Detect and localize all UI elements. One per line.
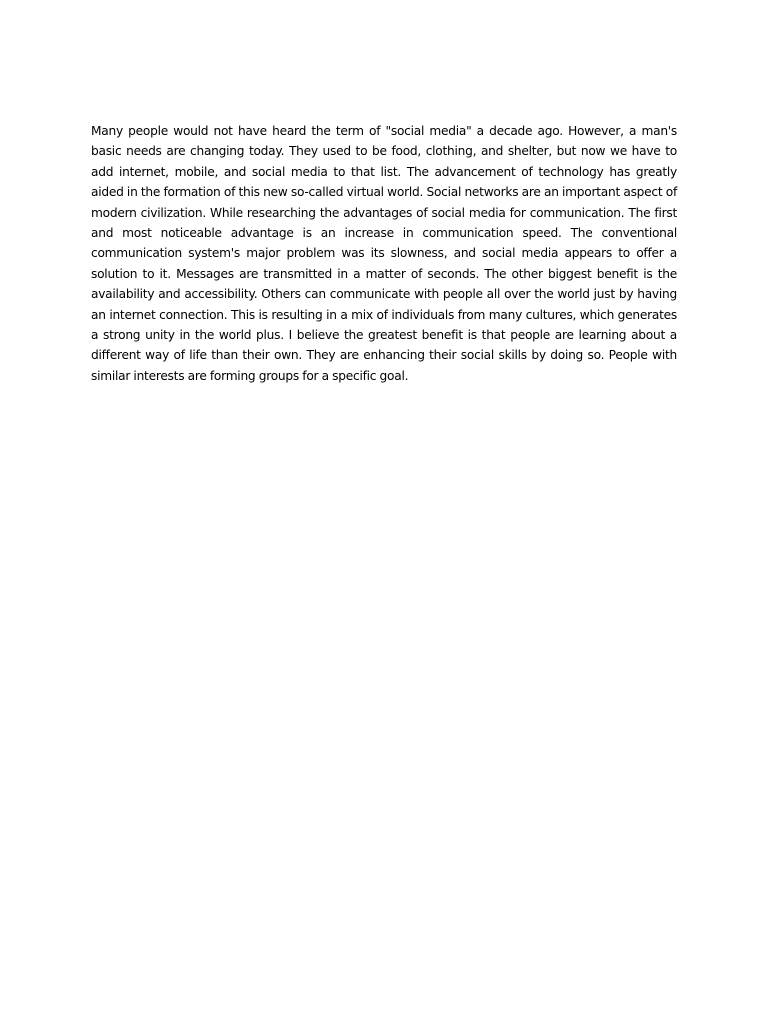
body-paragraph: Many people would not have heard the term of "social media" a decade ago. However, a man's basic needs are changing today. They used to be food, clothing, and shelter, but now we have to add internet, mobile, and social media to that list. The advancement of technology has greatly aided in the formation of this new so-called virtual world. Social networks are an important aspect of modern civilization. While researching the advantages of social media for communication. The first and most noticeable advantage is an increase in communication speed. The conventional communication system's major problem was its slowness, and social media appears to offer a solution to it. Messages are transmitted in a matter of seconds. The other biggest benefit is the availability and accessibility. Others can communicate with people all over the world just by having an internet connection. This is resulting in a mix of individuals from many cultures, which generates a strong unity in the world plus. I believe the greatest benefit is that people are learning about a different way of life than their own. They are enhancing their social skills by doing so. People with similar interests are forming groups for a specific goal.	[91, 124, 677, 383]
